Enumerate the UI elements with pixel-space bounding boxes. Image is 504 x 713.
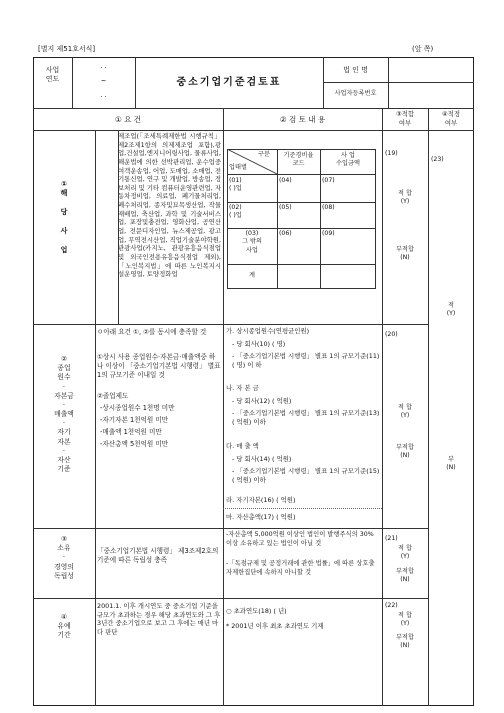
sec2-req1: ①상시 사용 종업원수·자본금·매출액중 하나 이상이 「중소기업기본법 시행령」 별표1의 규모기준 이내일 것 [97, 353, 221, 379]
sec2-req-title: ㅇ아래 요건 ①, ②를 동시에 충족할 것 [97, 328, 207, 336]
sec4-fit-no: (22) [385, 602, 398, 609]
fiscal-year-label: 사업 연도 [45, 66, 60, 84]
sec2-req2-title: ②졸업제도 [97, 392, 129, 400]
sec4-review2: * 2001년 이후 최초 초과연도 기재 [226, 622, 324, 630]
col-review: ② 검 토 내 용 [279, 115, 326, 124]
sec1-fit-yes[interactable]: 적 합 (Y) [398, 190, 412, 206]
sec2-fit-no: (20) [385, 331, 398, 338]
tbl-r2-amt[interactable]: (08) [322, 204, 335, 211]
sec4-fit-no2[interactable]: 부적합 (N) [396, 634, 414, 650]
sec4-label: ④ 유예 기간 [57, 613, 71, 640]
sec2-review-c1[interactable]: - 당 회사(14) ( 억원) [232, 455, 292, 463]
sec2-req2-a: -상시종업원수 1천명 미만 [100, 404, 175, 412]
tbl-r2[interactable]: (02) ( )업 [229, 204, 242, 220]
sec2-review-d[interactable]: 라. 자기자본(16) ( 억원) [226, 496, 296, 504]
corp-name-field[interactable] [389, 58, 473, 82]
sec1-fit-no: (19) [385, 150, 398, 157]
sec2-review-c2[interactable]: - 「중소기업기본법 시행령」 별표 1의 규모기준(15) ( 억원) 이하 [232, 467, 380, 484]
sec4-text: 2001.1. 이후 개시연도 중 중소기업 기준을 규모가 초과하는 경우 해당 초과연도와 그 후 3년간 중소기업으로 보고 그 후에는 매년 마다 판단 [97, 602, 221, 636]
sec2-review-b1[interactable]: - 당 회사(12) ( 억원) [232, 397, 292, 405]
sec2-fit-no2[interactable]: 부적합 (N) [396, 444, 414, 460]
biz-no-field[interactable] [389, 83, 473, 107]
sec3-label: ③ 소유 · 경영의 독립성 [54, 535, 74, 580]
tbl-h-div: 구분 [258, 151, 270, 158]
form-title: 중소기업기준검토표 [176, 77, 282, 88]
col-proper: ④적정 여부 [441, 110, 461, 127]
tbl-h-code: 기준경비율 코드 [283, 152, 314, 168]
sec2-review-b2[interactable]: - 「중소기업기본법 시행령」 별표 1의 규모기준(13) ( 억원) 이하 [232, 409, 380, 426]
tbl-r3-code[interactable]: (06) [279, 230, 292, 237]
sec2-review-a2[interactable]: - 「중소기업기본법 시행령」 별표 1의 규모기준(11) ( 명) 이 하 [232, 352, 380, 369]
sec4-fit-yes[interactable]: 적 합 (Y) [398, 612, 412, 628]
proper-no[interactable]: 부 (N) [446, 456, 456, 472]
sec4-review1[interactable]: ○ 초과연도(18) ( 년) [226, 607, 287, 615]
proper-yes[interactable]: 적 (Y) [446, 302, 456, 318]
sec1-proper-no: (23) [431, 156, 444, 163]
fiscal-year-tilde: ~ [100, 77, 107, 85]
page-side: (앞 쪽) [412, 45, 434, 53]
tbl-r1-code[interactable]: (04) [279, 177, 292, 184]
tbl-r3-amt[interactable]: (09) [322, 230, 335, 237]
sec2-req2-b: -자기자본 1천억원 미만 [100, 416, 169, 424]
sec1-fit-no2[interactable]: 부적합 (N) [396, 246, 414, 262]
tbl-h-biz: 업태별 [229, 164, 247, 171]
tbl-r3: (03) 그 밖의 사업 [242, 230, 262, 254]
tbl-total: 계 [249, 272, 255, 279]
sec2-review-a1[interactable]: - 당 회사(10) ( 명) [232, 340, 286, 348]
sec2-review-b: 나. 자 본 금 [226, 384, 259, 392]
fiscal-year-end[interactable]: . . [100, 91, 107, 99]
sec2-review-c: 다. 매 출 액 [226, 442, 259, 450]
fiscal-year-start[interactable]: . . [100, 62, 107, 70]
tbl-r2-code[interactable]: (05) [279, 204, 292, 211]
sec3-text: 「중소기업기본법 시행령」 제3조제2호의 기준에 따른 독립성 충족 [97, 547, 219, 564]
sec2-label: ② 종업 원수 · 자본금 · 매출액 · 자기 자본 · 자산 기준 [54, 355, 74, 474]
sec2-fit-yes[interactable]: 적 합 (Y) [398, 404, 412, 420]
form-number: [별지 제51호서식] [38, 45, 96, 53]
col-fit: ③적합 여부 [395, 110, 415, 127]
sec3-fit-no: (21) [385, 535, 398, 542]
sec2-req2-c: -매출액 1천억원 미만 [100, 428, 162, 436]
tbl-h-amt: 사 업 수입금액 [336, 152, 360, 168]
tbl-r1-amt[interactable]: (07) [322, 177, 335, 184]
sec3-review1: -자산총액 5,000억원 이상인 법인이 발행주식의 30% 이상 소유하고 있는 법인이 아닐 것 [226, 531, 374, 547]
corp-name-label: 법 인 명 [343, 66, 368, 74]
sec3-review2: -「독점규제 및 공정거래에 관한 법률」에 따른 상호출자제한집단에 속하지 아니할 것 [226, 560, 375, 576]
sec2-review-e[interactable]: 마. 자산총액(17) ( 억원) [226, 513, 296, 521]
tbl-r1[interactable]: (01) ( )업 [229, 177, 242, 193]
sec1-industry-list: 제조업(「조세특례제한법 시행규칙」 제2조제1항의 의제제조업 포함),광업,건설업,엔지니어링사업, 물류사업, 해운법에 의한 선박관리업, 운수업중여객운송업, 어업, 도매업, 소매업, 전기통신업, 연구 및 개발업, 방송업, 정보처리 및 기타 컴퓨터운영관련업, 자동차정비업, 의료업, 폐기물처리업, 폐수처리업, 종자및묘목생산업, 작물재배업, 축산업, 과학 및 기술서비스업, 포장및충전업, 영화산업, 공연산업, 전문디자인업, 뉴스제공업, 광고업, 무역전시산업, 직업기술분야학원, 관광사업(카지노, 관광유흥음식점업 및 외국인전용유흥음식점업 제외), 「노인복지법」에 따른 노인복지시설운영업, 토양정화업 [118, 132, 221, 279]
sec2-req2-d: -자산총액 5천억원 미만 [100, 440, 169, 448]
sec1-label: ① 해 당 사 업 [60, 180, 68, 255]
col-requirement: ① 요 건 [115, 115, 141, 124]
sec3-fit-yes[interactable]: 적 합 (Y) [398, 545, 412, 561]
biz-no-label: 사업자등록번호 [334, 90, 377, 97]
sec3-fit-no2[interactable]: 부적합 (N) [396, 568, 414, 584]
sec2-review-a: 가. 상시종업원수(연평균인원) [226, 327, 310, 335]
